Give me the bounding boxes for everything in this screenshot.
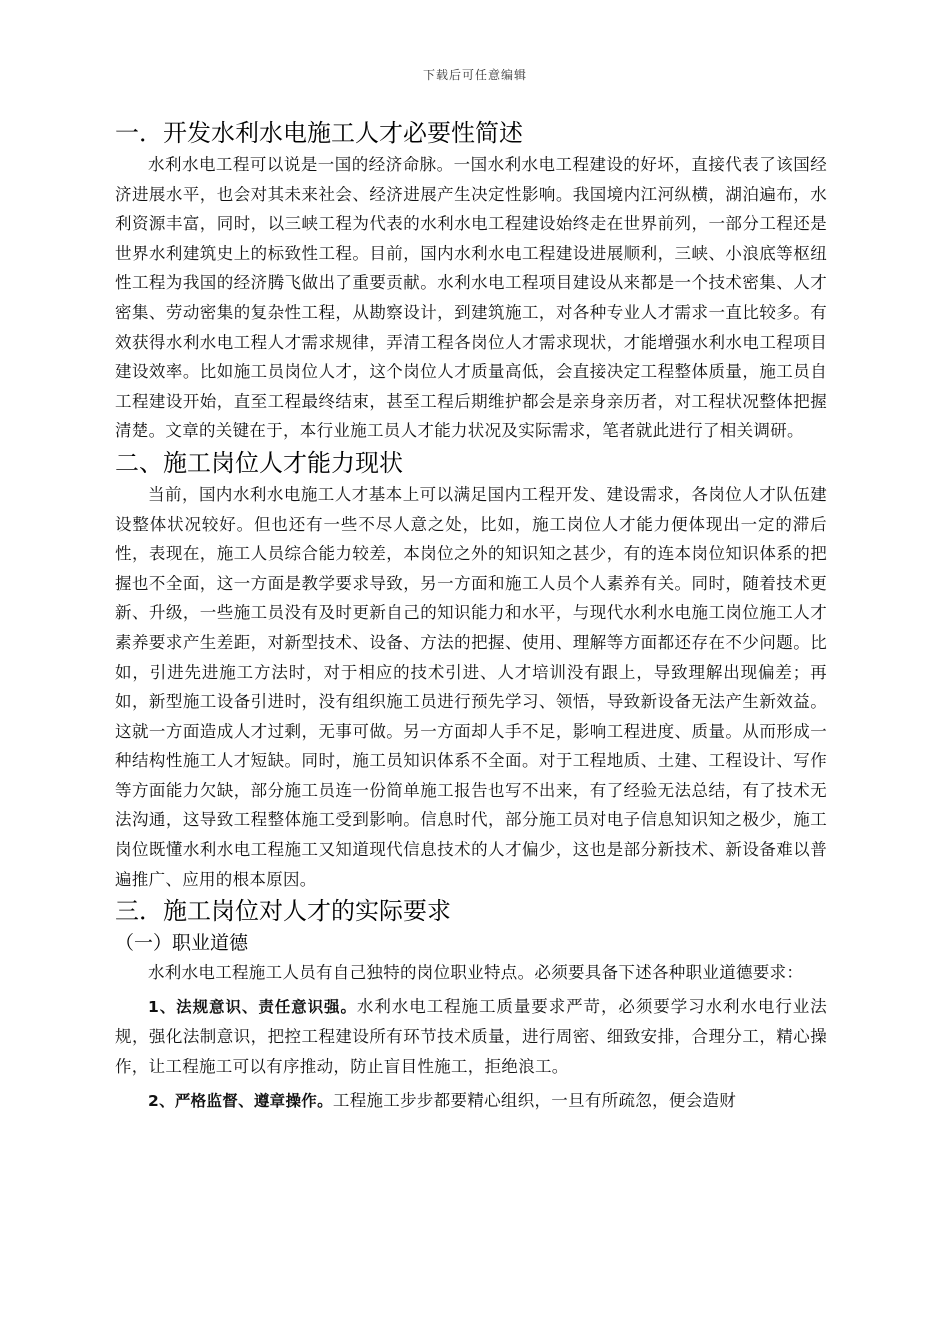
section-3-subheading: （一）职业道德: [115, 932, 249, 955]
list-item: [115, 1086, 827, 1117]
section-3-heading: 三．施工岗位对人才的实际要求: [115, 897, 451, 926]
section-2-heading: 二、施工岗位人才能力现状: [115, 448, 403, 477]
section-1-paragraph: 水利水电工程可以说是一国的经济命脉。一国水利水电工程建设的好坏，直接代表了该国经济进展水平，也会对其未来社会、经济进展产生决定性影响。我国境内江河纵横，湖泊遍布，水利资源丰富，同时，以三峡工程为代表的水利水电工程建设始终走在世界前列，一部分工程还是世界水利建筑史上的标致性工程。目前，国内水利水电工程建设进展顺利，三峡、小浪底等枢纽性工程为我国的经济腾飞做出了重要贡献。水利水电工程项目建设从来都是一个技术密集、人才密集、劳动密集的复杂性工程，从勘察设计，到建筑施工，对各种专业人才需求一直比较多。有效获得水利水电工程人才需求规律，弄清工程各岗位人才需求现状，才能增强水利水电工程项目建设效率。比如施工员岗位人才，这个岗位人才质量高低，会直接决定工程整体质量，施工员自工程建设开始，直至工程最终结束，甚至工程后期维护都会是亲身亲历者，对工程状况整体把握清楚。文章的关键在于，本行业施工员人才能力状况及实际需求，笔者就此进行了相关调研。: [115, 155, 827, 441]
section-3-paragraph: 水利水电工程施工人员有自己独特的岗位职业特点。必须要具备下述各种职业道德要求：: [148, 963, 804, 983]
list-item: [115, 992, 827, 1082]
document-body: [115, 116, 827, 1116]
item-1-text: 水利水电工程施工质量要求严苛，必须要学习水利水电行业法规，强化法制意识，把控工程建设所有环节技术质量，进行周密、细致安排，合理分工，精心操作，让工程施工可以有序推动，防止盲目性施工，拒绝浪工。: [115, 996, 827, 1077]
section-2-paragraph: 当前，国内水利水电施工人才基本上可以满足国内工程开发、建设需求，各岗位人才队伍建设整体状况较好。但也还有一些不尽人意之处，比如，施工岗位人才能力便体现出一定的滞后性，表现在，施工人员综合能力较差，本岗位之外的知识知之甚少，有的连本岗位知识体系的把握也不全面，这一方面是教学要求导致，另一方面和施工人员个人素养有关。同时，随着技术更新、升级，一些施工员没有及时更新自己的知识能力和水平，与现代水利水电施工岗位施工人才素养要求产生差距，对新型技术、设备、方法的把握、使用、理解等方面都还存在不少问题。比如，引进先进施工方法时，对于相应的技术引进、人才培训没有跟上，导致理解出现偏差；再如，新型施工设备引进时，没有组织施工员进行预先学习、领悟，导致新设备无法产生新效益。这就一方面造成人才过剩，无事可做。另一方面却人手不足，影响工程进度、质量。从而形成一种结构性施工人才短缺。同时，施工员知识体系不全面。对于工程地质、土建、工程设计、写作等方面能力欠缺，部分施工员连一份简单施工报告也写不出来，有了经验无法总结，有了技术无法沟通，这导致工程整体施工受到影响。信息时代，部分施工员对电子信息知识知之极少，施工岗位既懂水利水电工程施工又知道现代信息技术的人才偏少，这也是部分新技术、新设备难以普遍推广、应用的根本原因。: [115, 484, 827, 889]
item-2-text: 工程施工步步都要精心组织，一旦有所疏忽，便会造财: [332, 1090, 737, 1110]
header-note: 下载后可任意编辑: [422, 68, 527, 82]
section-1-heading: 一．开发水利水电施工人才必要性简述: [115, 119, 523, 147]
item-2-lead: 2、严格监督、遵章操作。: [148, 1091, 333, 1110]
item-1-lead: 1、法规意识、责任意识强。: [148, 997, 357, 1016]
